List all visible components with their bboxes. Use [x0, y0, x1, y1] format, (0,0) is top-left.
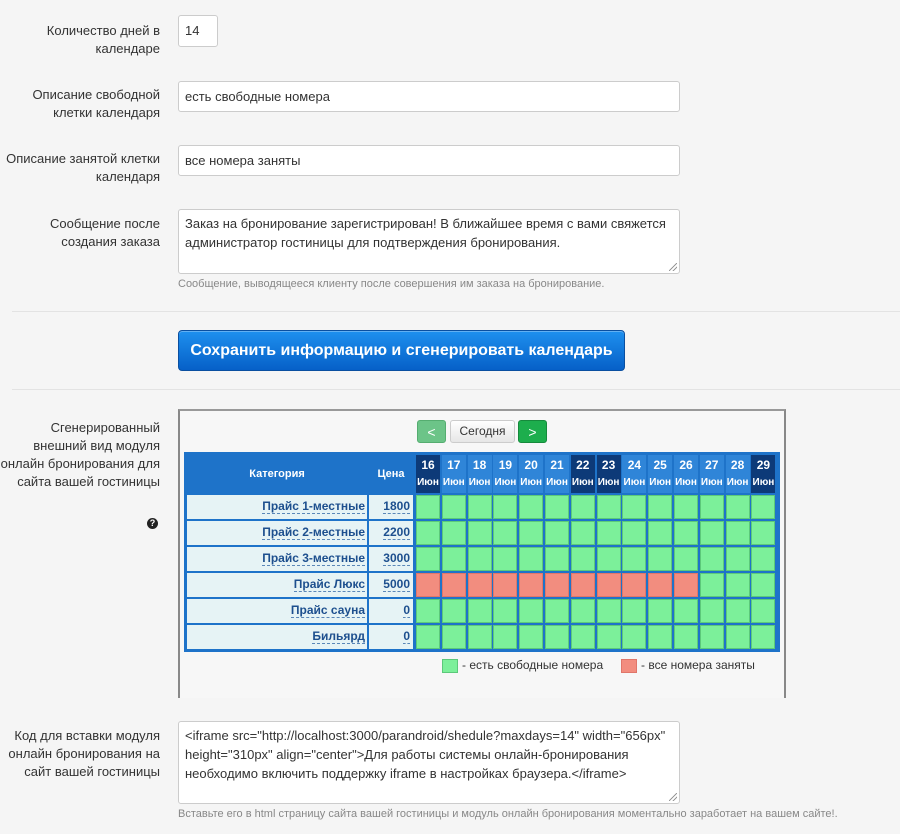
free-day-cell[interactable]	[519, 495, 543, 519]
free-day-cell[interactable]	[545, 495, 569, 519]
free-day-cell[interactable]	[648, 599, 672, 623]
divider	[12, 311, 900, 312]
price-value[interactable]: 5000	[383, 577, 410, 591]
free-day-cell[interactable]	[416, 547, 440, 571]
date-month: Июн	[700, 477, 723, 488]
free-cell-input[interactable]: есть свободные номера	[178, 81, 680, 112]
free-day-cell[interactable]	[751, 521, 775, 545]
free-day-cell[interactable]	[648, 495, 672, 519]
busy-day-cell[interactable]	[674, 573, 698, 597]
date-month: Июн	[520, 477, 543, 488]
date-header	[597, 455, 621, 493]
free-day-cell[interactable]	[571, 625, 595, 649]
free-day-cell[interactable]	[519, 599, 543, 623]
save-generate-button[interactable]: Сохранить информацию и сгенерировать календарь	[178, 330, 625, 371]
embed-code-label: Код для вставки модуля онлайн бронирования на сайт вашей гостиницы	[8, 728, 160, 779]
free-day-cell[interactable]	[674, 521, 698, 545]
free-day-cell[interactable]	[493, 547, 517, 571]
category-link[interactable]: Прайс Люкс	[293, 577, 365, 591]
date-day: 17	[447, 458, 461, 472]
free-day-cell[interactable]	[648, 625, 672, 649]
free-day-cell[interactable]	[700, 521, 724, 545]
price-cell	[369, 599, 413, 623]
date-month: Июн	[623, 477, 646, 488]
resize-grip[interactable]	[669, 793, 677, 801]
free-day-cell[interactable]	[468, 495, 492, 519]
date-header	[571, 455, 595, 493]
date-day: 26	[679, 458, 693, 472]
date-month: Июн	[726, 477, 749, 488]
date-header	[442, 455, 466, 493]
busy-cell-input[interactable]: все номера заняты	[178, 145, 680, 176]
free-day-cell[interactable]	[751, 573, 775, 597]
free-day-cell[interactable]	[416, 599, 440, 623]
free-day-cell[interactable]	[726, 625, 750, 649]
date-month: Июн	[675, 477, 697, 488]
free-day-cell[interactable]	[751, 495, 775, 519]
busy-day-cell[interactable]	[442, 573, 466, 597]
category-cell	[187, 495, 367, 519]
free-day-cell[interactable]	[726, 521, 750, 545]
date-header	[545, 455, 569, 493]
free-day-cell[interactable]	[622, 599, 646, 623]
free-day-cell[interactable]	[700, 547, 724, 571]
free-day-cell[interactable]	[442, 599, 466, 623]
free-day-cell[interactable]	[571, 521, 595, 545]
free-day-cell[interactable]	[726, 573, 750, 597]
date-header	[622, 455, 646, 493]
free-day-cell[interactable]	[597, 625, 621, 649]
free-cell-label: Описание свободной клетки календаря	[32, 87, 160, 120]
date-header	[726, 455, 750, 493]
embed-help-text: Вставьте его в html страницу сайта вашей гостиницы и модуль онлайн бронирования моментально заработает на вашем сайте!.	[178, 808, 838, 820]
free-day-cell[interactable]	[622, 495, 646, 519]
free-day-cell[interactable]	[648, 547, 672, 571]
free-day-cell[interactable]	[519, 521, 543, 545]
free-day-cell[interactable]	[674, 625, 698, 649]
free-day-cell[interactable]	[622, 625, 646, 649]
message-text: Заказ на бронирование зарегистрирован! В ближайшее время с вами свяжется администратор гостиницы для подтверждения бронирования.	[185, 216, 666, 250]
legend-free-swatch	[442, 659, 458, 673]
free-day-cell[interactable]	[493, 625, 517, 649]
category-link[interactable]: Прайс сауна	[290, 603, 365, 617]
free-day-cell[interactable]	[700, 625, 724, 649]
date-day: 21	[550, 458, 564, 472]
date-header	[493, 455, 517, 493]
date-month: Июн	[752, 477, 775, 488]
free-day-cell[interactable]	[442, 625, 466, 649]
message-label: Сообщение после создания заказа	[50, 216, 160, 249]
date-day: 18	[472, 458, 487, 472]
date-month: Июн	[571, 477, 594, 488]
legend-busy-text: - все номера заняты	[641, 658, 755, 672]
free-day-cell[interactable]	[545, 547, 569, 571]
free-day-cell[interactable]	[751, 625, 775, 649]
date-day: 29	[756, 458, 771, 472]
free-day-cell[interactable]	[442, 547, 466, 571]
free-day-cell[interactable]	[468, 521, 492, 545]
date-header	[519, 455, 543, 493]
date-month: Июн	[649, 477, 672, 488]
free-day-cell[interactable]	[545, 625, 569, 649]
free-day-cell[interactable]	[571, 547, 595, 571]
free-day-cell[interactable]	[700, 599, 724, 623]
free-day-cell[interactable]	[622, 521, 646, 545]
days-count-label: Количество дней в календаре	[46, 23, 160, 56]
free-day-cell[interactable]	[726, 495, 750, 519]
category-cell	[187, 573, 367, 597]
message-textarea[interactable]	[178, 209, 680, 274]
price-value[interactable]: 0	[403, 629, 410, 643]
embed-code-textarea[interactable]	[178, 721, 680, 804]
free-day-cell[interactable]	[674, 599, 698, 623]
free-day-cell[interactable]	[597, 547, 621, 571]
busy-day-cell[interactable]	[648, 573, 672, 597]
date-day: 24	[627, 458, 642, 472]
date-month: Июн	[417, 477, 439, 488]
date-header	[468, 455, 492, 493]
free-day-cell[interactable]	[700, 573, 724, 597]
busy-day-cell[interactable]	[545, 573, 569, 597]
column-header-price: Цена	[377, 468, 405, 480]
date-day: 25	[653, 458, 667, 472]
free-day-cell[interactable]	[674, 547, 698, 571]
free-day-cell[interactable]	[751, 599, 775, 623]
busy-cell-label: Описание занятой клетки календаря	[6, 151, 160, 184]
date-day: 23	[601, 458, 616, 472]
free-day-cell[interactable]	[442, 521, 466, 545]
days-count-input[interactable]: 14	[178, 15, 218, 47]
free-day-cell[interactable]	[674, 495, 698, 519]
free-day-cell[interactable]	[493, 495, 517, 519]
free-day-cell[interactable]	[416, 625, 440, 649]
resize-grip[interactable]	[669, 263, 677, 271]
free-day-cell[interactable]	[468, 599, 492, 623]
prev-button[interactable]: <	[417, 420, 446, 443]
free-day-cell[interactable]	[442, 495, 466, 519]
free-day-cell[interactable]	[519, 547, 543, 571]
question-circle-icon[interactable]: ?	[147, 518, 158, 529]
category-link[interactable]: Бильярд	[312, 629, 365, 643]
free-day-cell[interactable]	[545, 599, 569, 623]
divider	[12, 389, 900, 390]
price-value[interactable]: 3000	[383, 551, 410, 565]
free-day-cell[interactable]	[648, 521, 672, 545]
busy-day-cell[interactable]	[622, 573, 646, 597]
category-cell	[187, 547, 367, 571]
category-link[interactable]: Прайс 2-местные	[262, 525, 365, 539]
free-day-cell[interactable]	[571, 495, 595, 519]
date-header	[751, 455, 775, 493]
preview-label: Сгенерированный внешний вид модуля онлайн бронирования для сайта вашей гостиницы	[0, 420, 160, 489]
free-day-cell[interactable]	[622, 547, 646, 571]
message-help-text: Сообщение, выводящееся клиенту после совершения им заказа на бронирование.	[178, 278, 605, 290]
free-day-cell[interactable]	[597, 521, 621, 545]
category-link[interactable]: Прайс 3-местные	[262, 551, 365, 565]
date-month: Июн	[442, 477, 465, 488]
date-day: 16	[421, 458, 435, 472]
category-link[interactable]: Прайс 1-местные	[262, 499, 365, 513]
busy-day-cell[interactable]	[493, 573, 517, 597]
free-day-cell[interactable]	[468, 547, 492, 571]
today-button[interactable]: Сегодня	[450, 420, 515, 443]
free-day-cell[interactable]	[751, 547, 775, 571]
date-day: 27	[705, 458, 719, 472]
free-day-cell[interactable]	[726, 599, 750, 623]
busy-day-cell[interactable]	[416, 573, 440, 597]
free-day-cell[interactable]	[493, 599, 517, 623]
date-header	[674, 455, 698, 493]
free-day-cell[interactable]	[416, 521, 440, 545]
date-month: Июн	[468, 477, 491, 488]
embed-code-text: <iframe src="http://localhost:3000/parandroid/shedule?maxdays=14" width="656px" height="310px" align="center">Для работы системы онлайн-бронирования необходимо включить поддержку iframe в настройках браузера.</iframe>	[185, 728, 666, 781]
free-day-cell[interactable]	[726, 547, 750, 571]
price-cell	[369, 573, 413, 597]
busy-day-cell[interactable]	[519, 573, 543, 597]
busy-day-cell[interactable]	[571, 573, 595, 597]
free-day-cell[interactable]	[493, 521, 517, 545]
price-cell	[369, 495, 413, 519]
free-day-cell[interactable]	[597, 599, 621, 623]
free-day-cell[interactable]	[416, 495, 440, 519]
date-day: 22	[576, 458, 590, 472]
date-header	[648, 455, 672, 493]
date-day: 20	[524, 458, 538, 472]
category-cell	[187, 625, 367, 649]
date-month: Июн	[597, 477, 620, 488]
free-day-cell[interactable]	[700, 495, 724, 519]
price-value[interactable]: 1800	[383, 499, 410, 513]
column-header-category: Категория	[249, 468, 305, 480]
date-day: 28	[730, 458, 745, 472]
category-cell	[187, 599, 367, 623]
price-cell	[369, 547, 413, 571]
next-button[interactable]: >	[518, 420, 547, 443]
busy-day-cell[interactable]	[597, 573, 621, 597]
date-header	[700, 455, 724, 493]
date-month: Июн	[494, 477, 517, 488]
legend-free-text: - есть свободные номера	[462, 658, 604, 672]
free-day-cell[interactable]	[519, 625, 543, 649]
date-header	[416, 455, 440, 493]
free-day-cell[interactable]	[571, 599, 595, 623]
price-value[interactable]: 0	[403, 603, 410, 617]
price-cell	[369, 625, 413, 649]
free-day-cell[interactable]	[468, 625, 492, 649]
price-cell	[369, 521, 413, 545]
price-value[interactable]: 2200	[383, 525, 410, 539]
busy-day-cell[interactable]	[468, 573, 492, 597]
free-day-cell[interactable]	[545, 521, 569, 545]
category-cell	[187, 521, 367, 545]
free-day-cell[interactable]	[597, 495, 621, 519]
date-day: 19	[498, 458, 513, 472]
legend-busy-swatch	[621, 659, 637, 673]
date-month: Июн	[546, 477, 568, 488]
